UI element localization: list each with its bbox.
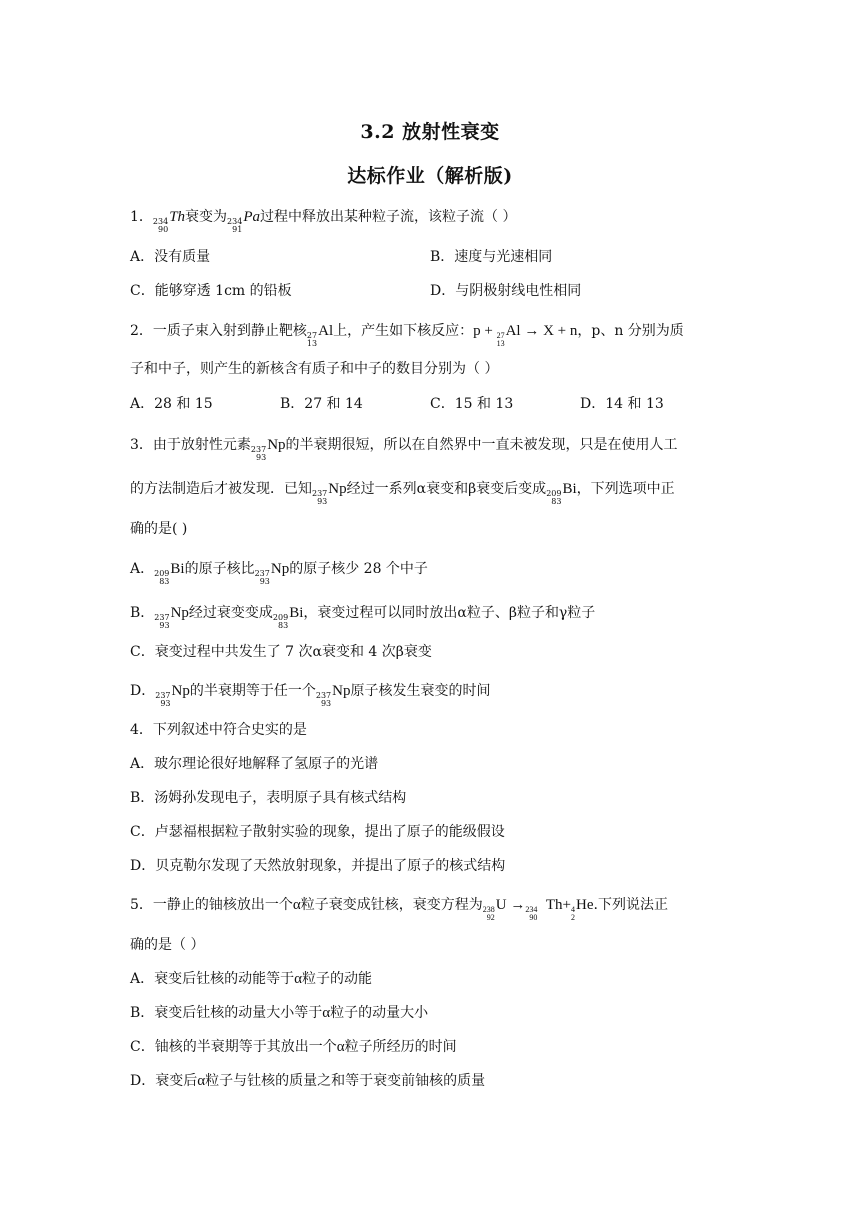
question-2-option-c: C．15 和 13 — [430, 396, 514, 412]
question-5-stem-cont: 确的是（ ） — [130, 937, 205, 953]
nuclide-pa234: 234 91 Pa — [227, 209, 260, 234]
question-3-option-b: B． 237 93 Np经过衰变变成 209 83 Bi，衰变过程可以同时放出α粒子、β粒子和γ粒子 — [130, 605, 596, 630]
question-4-option-a: A．玻尔理论很好地解释了氢原子的光谱 — [130, 756, 379, 772]
question-1-stem: 1． 234 90 Th衰变为 234 91 Pa过程中释放出某种粒子流，该粒子流（ ） — [130, 209, 517, 234]
reaction-equation: p + 27 13 Al → X + n — [473, 323, 578, 348]
nuclide-al27: 27 13 Al — [306, 323, 334, 348]
question-4-option-b: B．汤姆孙发现电子，表明原子具有核式结构 — [130, 790, 407, 806]
question-number: 1． — [130, 209, 153, 225]
question-1-option-c: C．能够穿透 1cm 的铅板 — [130, 283, 292, 299]
question-2-stem: 2．一质子束入射到静止靶核 27 13 Al上，产生如下核反应：p + 27 13 Al → X + n，p、n 分别为质 — [130, 323, 684, 348]
question-4-stem: 4．下列叙述中符合史实的是 — [130, 722, 307, 738]
nuclide-bi209: 209 83 Bi — [154, 561, 185, 586]
question-5-option-c: C．铀核的半衰期等于其放出一个α粒子所经历的时间 — [130, 1039, 457, 1055]
nuclide-bi209: 209 83 Bi — [546, 481, 577, 506]
question-4-option-c: C．卢瑟福根据粒子散射实验的现象，提出了原子的能级假设 — [130, 824, 505, 840]
question-3-option-a: A． 209 83 Bi的原子核比 237 93 Np的原子核少 28 个中子 — [130, 561, 428, 586]
nuclide-np237: 237 93 Np — [155, 683, 190, 708]
question-5-option-d: D．衰变后α粒子与钍核的质量之和等于衰变前铀核的质量 — [130, 1073, 486, 1089]
question-2-option-b: B．27 和 14 — [280, 396, 363, 412]
question-1-option-b: B．速度与光速相同 — [430, 249, 553, 265]
nuclide-np237: 237 93 Np — [250, 437, 286, 462]
nuclide-np237: 237 93 Np — [315, 683, 351, 708]
question-3-stem: 3．由于放射性元素 237 93 Np的半衰期很短，所以在自然界中一直未被发现，只是在使用人工 — [130, 437, 678, 462]
question-2-option-a: A．28 和 15 — [130, 396, 213, 412]
question-2-stem-cont: 子和中子，则产生的新核含有质子和中子的数目分别为（ ） — [130, 361, 499, 377]
nuclide-np237: 237 93 Np — [312, 481, 347, 506]
page-subtitle: 达标作业（解析版) — [347, 165, 513, 187]
decay-equation: 238 92 U → 234 90 Th+ 4 2 He — [482, 897, 594, 922]
page-title: 3.2 放射性衰变 — [360, 121, 500, 143]
question-3-option-c: C．衰变过程中共发生了 7 次α衰变和 4 次β衰变 — [130, 644, 432, 660]
nuclide-th234: 234 90 Th — [152, 209, 186, 234]
question-2-option-d: D．14 和 13 — [580, 396, 664, 412]
nuclide-np237: 237 93 Np — [154, 605, 189, 630]
question-4-option-d: D．贝克勒尔发现了天然放射现象，并提出了原子的核式结构 — [130, 858, 506, 874]
question-3-option-d: D． 237 93 Np的半衰期等于任一个 237 93 Np原子核发生衰变的时间 — [130, 683, 491, 708]
question-3-stem-end: 确的是( ) — [130, 521, 188, 537]
question-5-stem: 5．一静止的铀核放出一个α粒子衰变成钍核，衰变方程为 238 92 U → 234 90 Th+ 4 2 He.下列说法正 — [130, 897, 668, 922]
nuclide-np237: 237 93 Np — [254, 561, 290, 586]
question-1-option-d: D．与阴极射线电性相同 — [430, 283, 582, 299]
question-5-option-b: B．衰变后钍核的动量大小等于α粒子的动量大小 — [130, 1005, 429, 1021]
question-3-stem-cont: 的方法制造后才被发现．已知 237 93 Np经过一系列α衰变和β衰变后变成 209 83 Bi，下列选项中正 — [130, 481, 675, 506]
question-5-option-a: A．衰变后钍核的动能等于α粒子的动能 — [130, 971, 372, 987]
nuclide-bi209: 209 83 Bi — [272, 605, 304, 630]
question-1-option-a: A．没有质量 — [130, 249, 211, 265]
